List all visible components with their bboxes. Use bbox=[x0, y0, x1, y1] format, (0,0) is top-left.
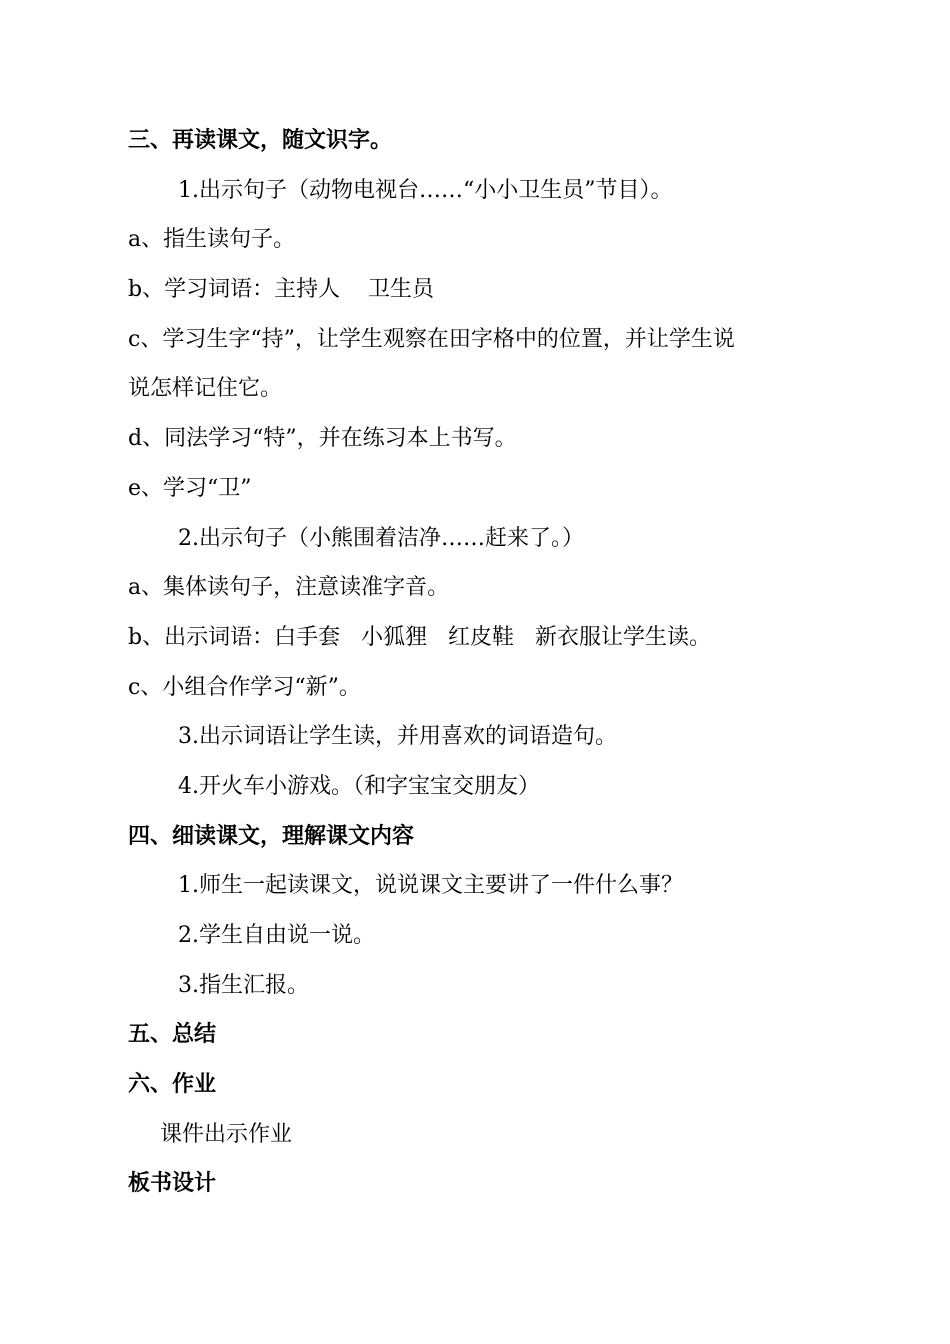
section-heading-close-reading: 四、细读课文，理解课文内容 bbox=[128, 822, 415, 849]
section-heading-board-design: 板书设计 bbox=[128, 1170, 217, 1197]
sub-step-e-1: e、学习“卫” bbox=[128, 475, 252, 501]
step-show-sentence-2: 2.出示句子（小熊围着洁净……赶来了。） bbox=[178, 525, 584, 551]
step-free-talk: 2.学生自由说一说。 bbox=[178, 923, 375, 948]
step-report: 3.指生汇报。 bbox=[178, 972, 309, 998]
section-heading-homework: 六、作业 bbox=[128, 1071, 217, 1098]
sub-step-b-1: b、学习词语：主持人 卫生员 bbox=[128, 277, 435, 303]
step-read-together: 1.师生一起读课文，说说课文主要讲了一件什么事？ bbox=[178, 873, 683, 899]
step-show-sentence-1: 1.出示句子（动物电视台……“小小卫生员”节目）。 bbox=[178, 177, 673, 203]
section-heading-summary: 五、总结 bbox=[128, 1021, 217, 1048]
sub-step-d-1: d、同法学习“特”，并在练习本上书写。 bbox=[128, 426, 517, 452]
step-train-game: 4.开火车小游戏。（和字宝宝交朋友） bbox=[178, 773, 540, 799]
sub-step-c-2: c、小组合作学习“新”。 bbox=[128, 674, 361, 700]
document-page bbox=[0, 116, 950, 1209]
sub-step-c-1-continued: 说怎样记住它。 bbox=[128, 376, 283, 402]
sub-step-c-1: c、学习生字“持”，让学生观察在田字格中的位置，并让学生说 bbox=[128, 326, 735, 352]
section-heading-reread: 三、再读课文，随文识字。 bbox=[128, 127, 393, 153]
sub-step-b-2: b、出示词语：白手套 小狐狸 红皮鞋 新衣服让学生读。 bbox=[128, 624, 712, 650]
sub-step-a-1: a、指生读句子。 bbox=[128, 227, 296, 253]
sub-step-a-2: a、集体读句子，注意读准字音。 bbox=[128, 575, 450, 601]
homework-text: 课件出示作业 bbox=[160, 1121, 293, 1147]
step-words-sentence: 3.出示词语让学生读，并用喜欢的词语造句。 bbox=[178, 724, 617, 750]
